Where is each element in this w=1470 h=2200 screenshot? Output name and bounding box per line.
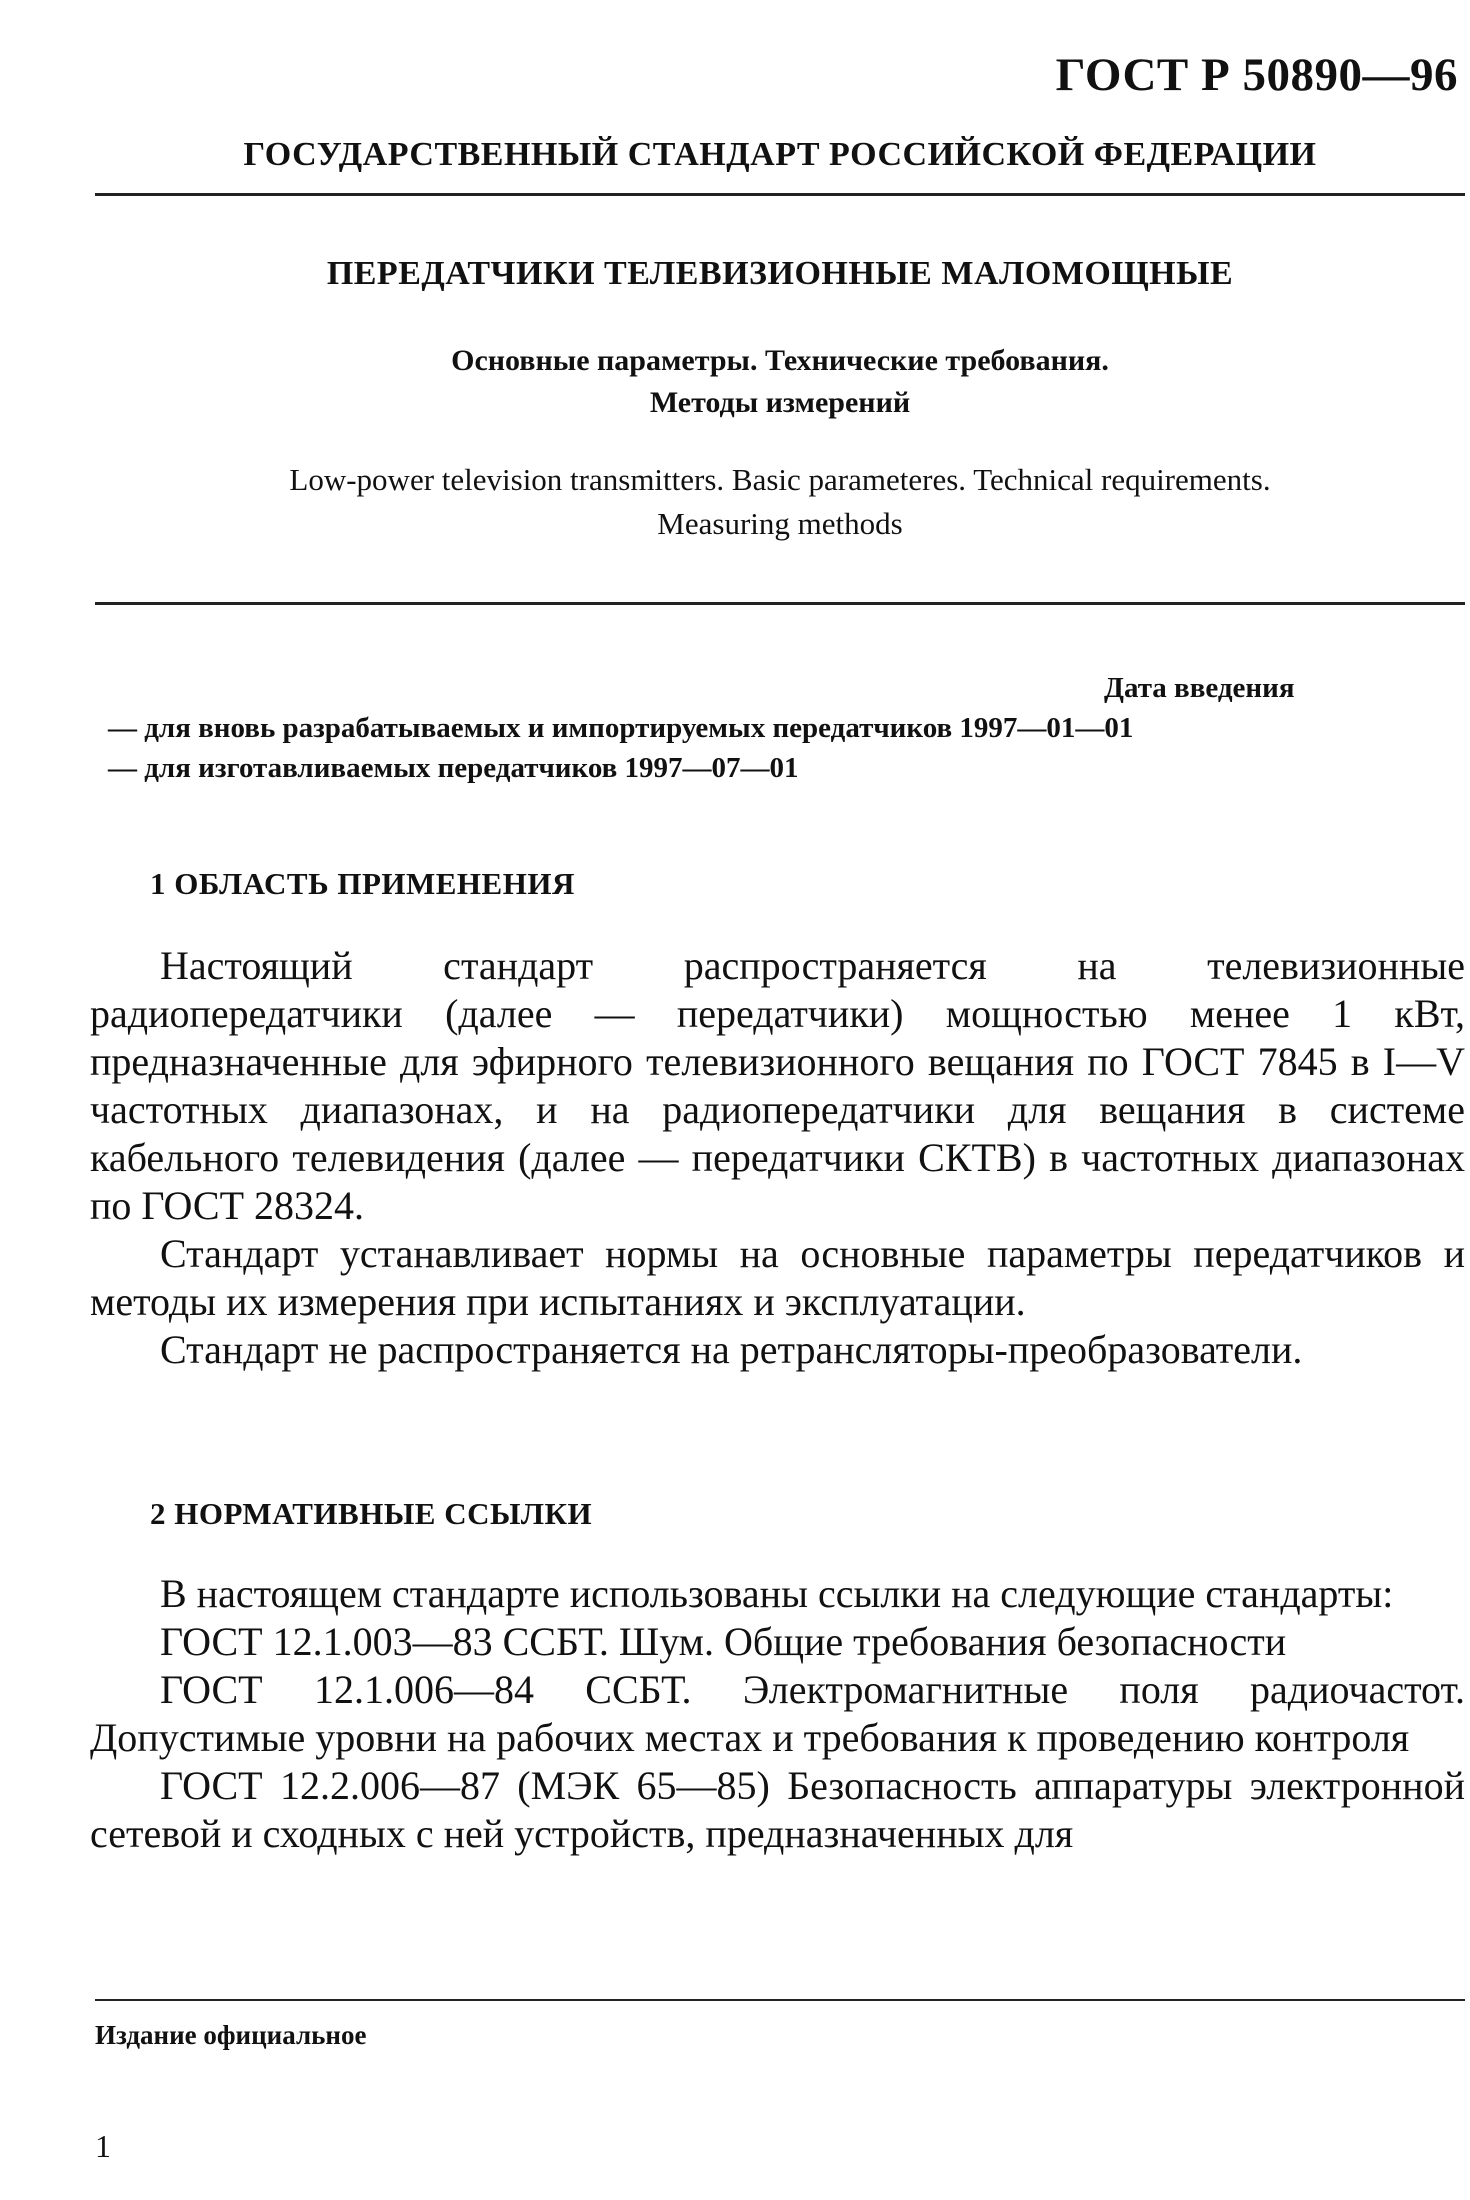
introduction-date-line-2: — для изготавливаемых передатчиков 1997—07—01	[108, 752, 799, 784]
document-code: ГОСТ Р 50890—96	[1055, 49, 1458, 101]
document-title: ПЕРЕДАТЧИКИ ТЕЛЕВИЗИОННЫЕ МАЛОМОЩНЫЕ	[326, 255, 1234, 292]
introduction-date-label: Дата введения	[1104, 672, 1295, 704]
section-1-heading: 1 ОБЛАСТЬ ПРИМЕНЕНИЯ	[150, 866, 575, 901]
document-subtitle	[95, 340, 1465, 424]
top-divider	[95, 193, 1465, 196]
middle-divider	[95, 602, 1465, 605]
section-2-heading: 2 НОРМАТИВНЫЕ ССЫЛКИ	[150, 1496, 593, 1531]
state-standard-heading: ГОСУДАРСТВЕННЫЙ СТАНДАРТ РОССИЙСКОЙ ФЕДЕРАЦИИ	[243, 136, 1317, 173]
bottom-divider	[95, 1999, 1465, 2001]
section-1-paragraph: Настоящий стандарт распространяется на телевизионные радиопередатчики (далее — передатчики) мощностью менее 1 кВт, предназначенные для эфирного телевизионного вещания по ГОСТ 7845 в I—V частотных диапазонах, и на радиопередатчики для вещания в системе кабельного телевидения (далее — передатчики СКТВ) в частотных диапазонах по ГОСТ 28324.	[90, 943, 1465, 1228]
introduction-date-block	[108, 668, 1295, 788]
section-2-paragraph: В настоящем стандарте использованы ссылки на следующие стандарты:	[160, 1571, 1394, 1616]
section-2-body	[90, 1570, 1465, 1858]
english-title-line-2: Measuring methods	[657, 506, 903, 541]
section-2-paragraph: ГОСТ 12.2.006—87 (МЭК 65—85) Безопасность аппаратуры электронной сетевой и сходных с ней устройств, предназначенных для	[90, 1763, 1465, 1856]
official-edition-label: Издание официальное	[95, 2020, 367, 2050]
english-title-line-1: Low-power television transmitters. Basic parameteres. Technical requirements.	[289, 462, 1271, 497]
section-1-body	[90, 942, 1465, 1374]
subtitle-line-2: Методы измерений	[649, 386, 911, 419]
page-number: 1	[95, 2128, 111, 2164]
section-2-paragraph: ГОСТ 12.1.006—84 ССБТ. Электромагнитные поля радиочастот. Допустимые уровни на рабочих местах и требования к проведению контроля	[90, 1667, 1465, 1760]
english-title	[95, 458, 1465, 546]
section-1-paragraph: Стандарт не распространяется на ретрансляторы-преобразователи.	[160, 1327, 1303, 1372]
subtitle-line-1: Основные параметры. Технические требования.	[451, 344, 1109, 377]
section-2-paragraph: ГОСТ 12.1.003—83 ССБТ. Шум. Общие требования безопасности	[160, 1619, 1287, 1664]
section-1-paragraph: Стандарт устанавливает нормы на основные параметры передатчиков и методы их измерения при испытаниях и эксплуатации.	[90, 1231, 1465, 1324]
introduction-date-line-1: — для вновь разрабатываемых и импортируемых передатчиков 1997—01—01	[108, 712, 1134, 744]
